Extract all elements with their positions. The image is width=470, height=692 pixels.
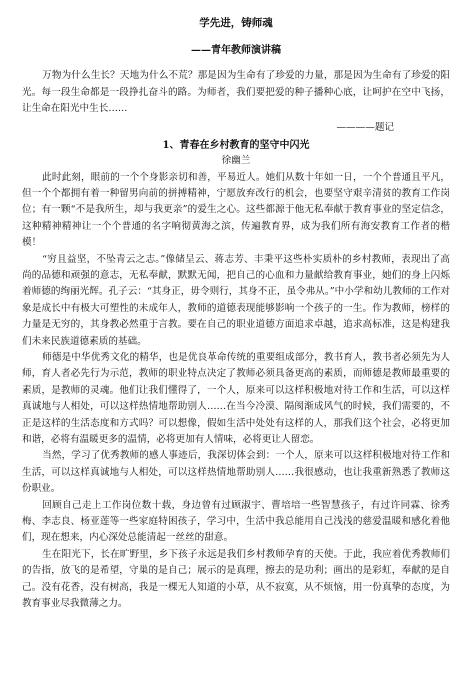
- body-paragraph-1: 此时此刻，眼前的一个个身影亲切和善，平易近人。她们从数十年如一日，一个个普通且平凡，但一个个都拥有着一种留男向前的拼搏精神，宁愿放弃改行的机会，也要坚守艰辛清贫的教育工作岗位；有一颗“不是我所生，却与我更亲”的爱生之心。这些都源于他无私奉献于教育事业的坚定信念，这种精神精神让一个个普通的名字响彻黄海之滨，传遍教育界，成为我们所有海安教育工作者的楷模！: [22, 171, 450, 249]
- body-paragraph-4: 当然，学习了优秀教师的感人事迹后，我深切体会到：一个人，原来可以这样积极地对待工作和生活，可以这样真诚地与人相处，可以这样热情地帮助别人……我很感动，也让我重新熟悉了教师这份职业。: [22, 450, 450, 495]
- document-subtitle: ——青年教师演讲稿: [191, 45, 281, 56]
- epigraph-label: ————题记: [336, 121, 394, 133]
- intro-paragraph: 万物为什么生长？天地为什么不荒？那是因为生命有了珍爱的力量，那是因为生命有了珍爱的阳光。每一段生命都是一段挣扎奋斗的路。为师者，我们要把爱的种子播种心底，让呵护在空中飞扬，让生命在阳光中生长……: [22, 70, 450, 114]
- body-paragraph-5: 回顾自己走上工作岗位数十载，身边曾有过顾淑宇、曹培培一些智慧孩子，有过许同霖、徐秀梅、李志良、杨亚莲等一些家庭特困孩子，学习中，生活中我总能用自己浅浅的慈爱温暖和感化着他们，现在想来，内心深处总能清起一丝丝的甜意。: [22, 499, 450, 544]
- body-paragraph-2: “穷且益坚，不坠青云之志。”像储呈云、蒋志芳、丰秉平这些朴实质朴的乡村教师，表现出了高尚的品德和顽强的意志，无私奉献，默默无闻，把自己的心血和力量献给教育事业，她们的身上闪烁着师德的绚丽光辉。孔子云：“其身正，毋令则行，其身不正，虽令弗从。”中小学和幼儿教师的工作对象是成长中有极大可塑性的未成年人，教师的道德表现能够影响一个孩子的一生。作为教师，榜样的力量是无穷的，其身教必然重于言教。要在自己的职业道德方面追求卓越，追求高标准，这是构建我们未来民族道德素质的基础。: [22, 253, 450, 347]
- body-paragraph-6: 生在阳光下，长在旷野里，乡下孩子永远是我们乡村教师孕育的天使。于此，我应着优秀教师们的告指，放飞的是希望，守巢的是自己；展示的是真理，擦去的是功利；画出的是彩虹，奉献的是自己。没有花香，没有树高，我是一棵无人知道的小草，从不寂寞，从不烦恼，用一份真挚的态度，为教育事业尽我微薄之力。: [22, 548, 450, 610]
- document-title: 学先进，铸师魂: [199, 17, 273, 29]
- body-paragraph-3: 师德是中华优秀文化的精华，也是优良革命传统的重要组成部分，教书育人，教书者必须先为人师，育人者必先行为示范，教师的职业特点决定了教师必须具备更高的素质，而师德是教师最重要的素质，是教师的灵魂。他们让我们懂得了，一个人，原来可以这样积极地对待工作和生活，可以这样真诚地与人相处，可以这样热情地帮助别人……在当今冷漠、隔阂渐成风气的时候，我们需要的，不正是这样的生活态度和方式吗？可以想像，假如生活中处处有这样的人，那我们这个社会，必将更加和谐，必将有温暖更多的温情，必将更加有人情味，必将更让人留恋。: [22, 351, 450, 445]
- author-name: 徐幽兰: [221, 154, 251, 166]
- section-heading: 1、青春在乡村教育的坚守中闪光: [162, 139, 310, 151]
